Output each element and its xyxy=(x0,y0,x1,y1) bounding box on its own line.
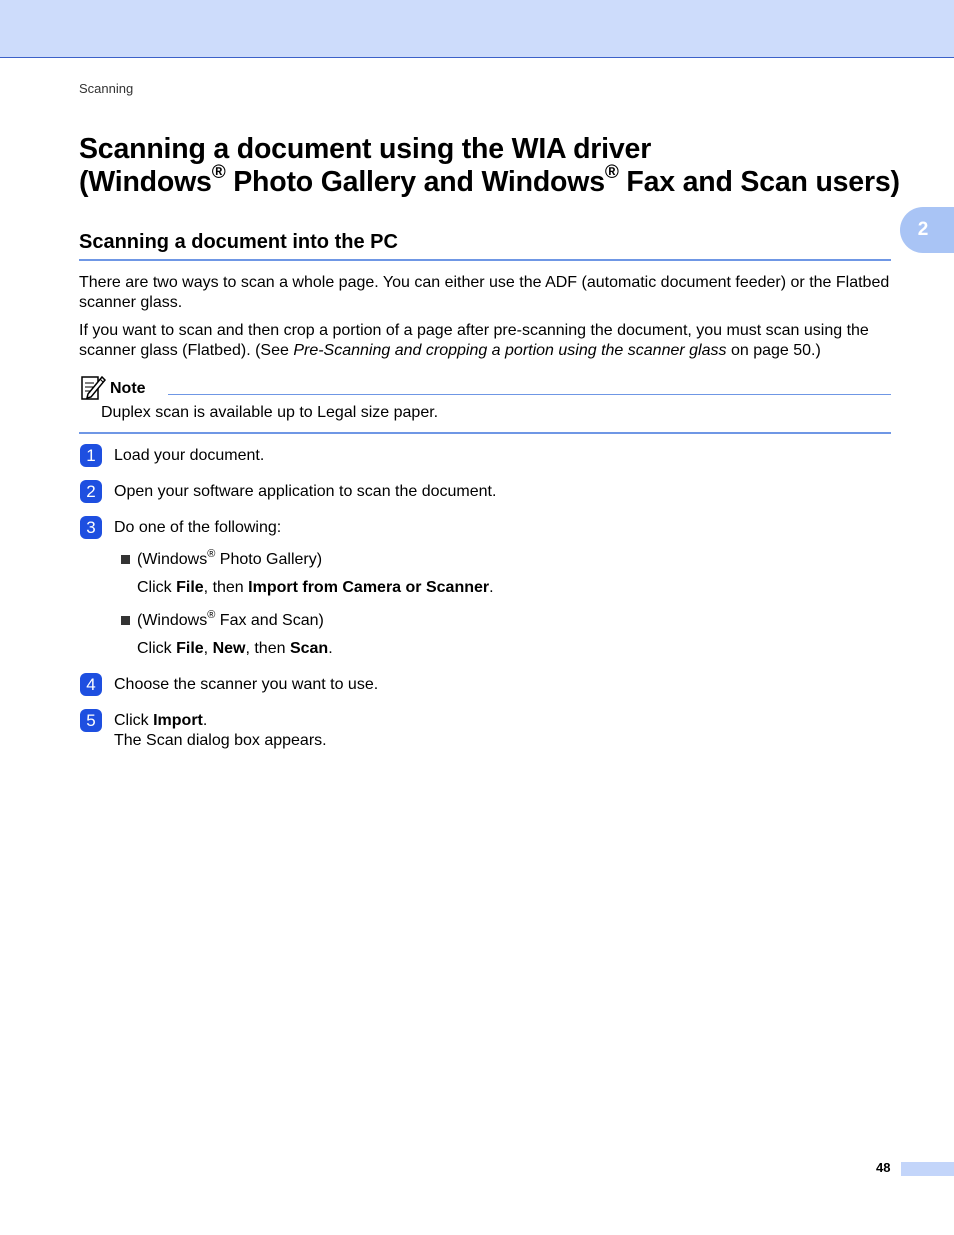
page-title xyxy=(79,133,900,199)
step-2-text: Open your software application to scan the document. xyxy=(114,483,497,500)
instruction-text: Click xyxy=(137,640,177,657)
registered-mark: ® xyxy=(207,609,216,621)
paragraph-scan-methods: There are two ways to scan a whole page. You can either use the ADF (automatic document feeder) or the Flatbed scanner glass. xyxy=(79,274,890,311)
bullet-square xyxy=(121,555,130,564)
registered-mark: ® xyxy=(211,162,226,183)
title-line-2a: (Windows xyxy=(79,166,212,198)
option-heading-text: (Windows xyxy=(137,551,208,568)
instruction-text: , xyxy=(203,640,213,657)
cross-reference-link[interactable]: Pre-Scanning and cropping a portion using the scanner glass xyxy=(293,342,727,359)
menu-import-from-camera-or-scanner: Import from Camera or Scanner xyxy=(248,579,490,596)
step-1-text: Load your document. xyxy=(114,447,265,464)
menu-scan: Scan xyxy=(289,640,329,657)
registered-mark: ® xyxy=(604,162,619,183)
footer-bar xyxy=(901,1162,954,1176)
paragraph-crop xyxy=(79,321,894,361)
menu-file: File xyxy=(176,640,204,657)
step-number-1: 1 xyxy=(80,444,102,467)
title-line-1: Scanning a document using the WIA driver xyxy=(79,133,652,165)
note-bottom-rule xyxy=(79,432,891,434)
chapter-tab[interactable]: 2 xyxy=(900,207,954,253)
step-number-4: 4 xyxy=(80,673,102,696)
title-line-2b: Photo Gallery and Windows xyxy=(225,166,605,198)
step-number-3: 3 xyxy=(80,516,102,539)
step-5-result: The Scan dialog box appears. xyxy=(114,732,327,749)
option-photo-gallery-instruction xyxy=(137,578,494,598)
instruction-text: , then xyxy=(203,579,249,596)
note-label: Note xyxy=(110,380,146,397)
step-3-text: Do one of the following: xyxy=(114,519,282,536)
instruction-text: . xyxy=(328,640,333,657)
note-divider xyxy=(168,394,891,395)
breadcrumb: Scanning xyxy=(79,81,134,96)
top-header-band xyxy=(0,0,954,58)
menu-new: New xyxy=(212,640,246,657)
instruction-text: . xyxy=(202,712,208,729)
section-title: Scanning a document into the PC xyxy=(79,229,891,261)
option-heading-text: Fax and Scan) xyxy=(215,612,324,629)
option-photo-gallery-heading xyxy=(137,550,322,570)
option-fax-and-scan-heading xyxy=(137,611,324,631)
option-fax-and-scan-instruction xyxy=(137,639,333,659)
button-import-ref: Import xyxy=(153,712,203,729)
paragraph-crop-end: on page 50.) xyxy=(726,342,821,359)
step-number-5: 5 xyxy=(80,709,102,732)
instruction-text: , then xyxy=(245,640,290,657)
bullet-square xyxy=(121,616,130,625)
note-text: Duplex scan is available up to Legal size paper. xyxy=(101,404,439,421)
note-pencil-icon xyxy=(80,373,106,401)
step-5-text xyxy=(114,711,327,751)
instruction-text: Click xyxy=(114,712,154,729)
step-number-2: 2 xyxy=(80,480,102,503)
paragraph-crop-text: If you want to scan and then crop a portion of a page after pre-scanning the document, you must scan using the scanner glass (Flatbed). (See xyxy=(79,322,869,359)
step-4-text: Choose the scanner you want to use. xyxy=(114,676,379,693)
instruction-text: Click xyxy=(137,579,177,596)
title-line-2c: Fax and Scan users) xyxy=(618,166,900,198)
page-number: 48 xyxy=(876,1160,891,1175)
menu-file: File xyxy=(176,579,204,596)
registered-mark: ® xyxy=(207,548,216,560)
instruction-text: . xyxy=(489,579,494,596)
option-heading-text: Photo Gallery) xyxy=(215,551,323,568)
option-heading-text: (Windows xyxy=(137,612,208,629)
